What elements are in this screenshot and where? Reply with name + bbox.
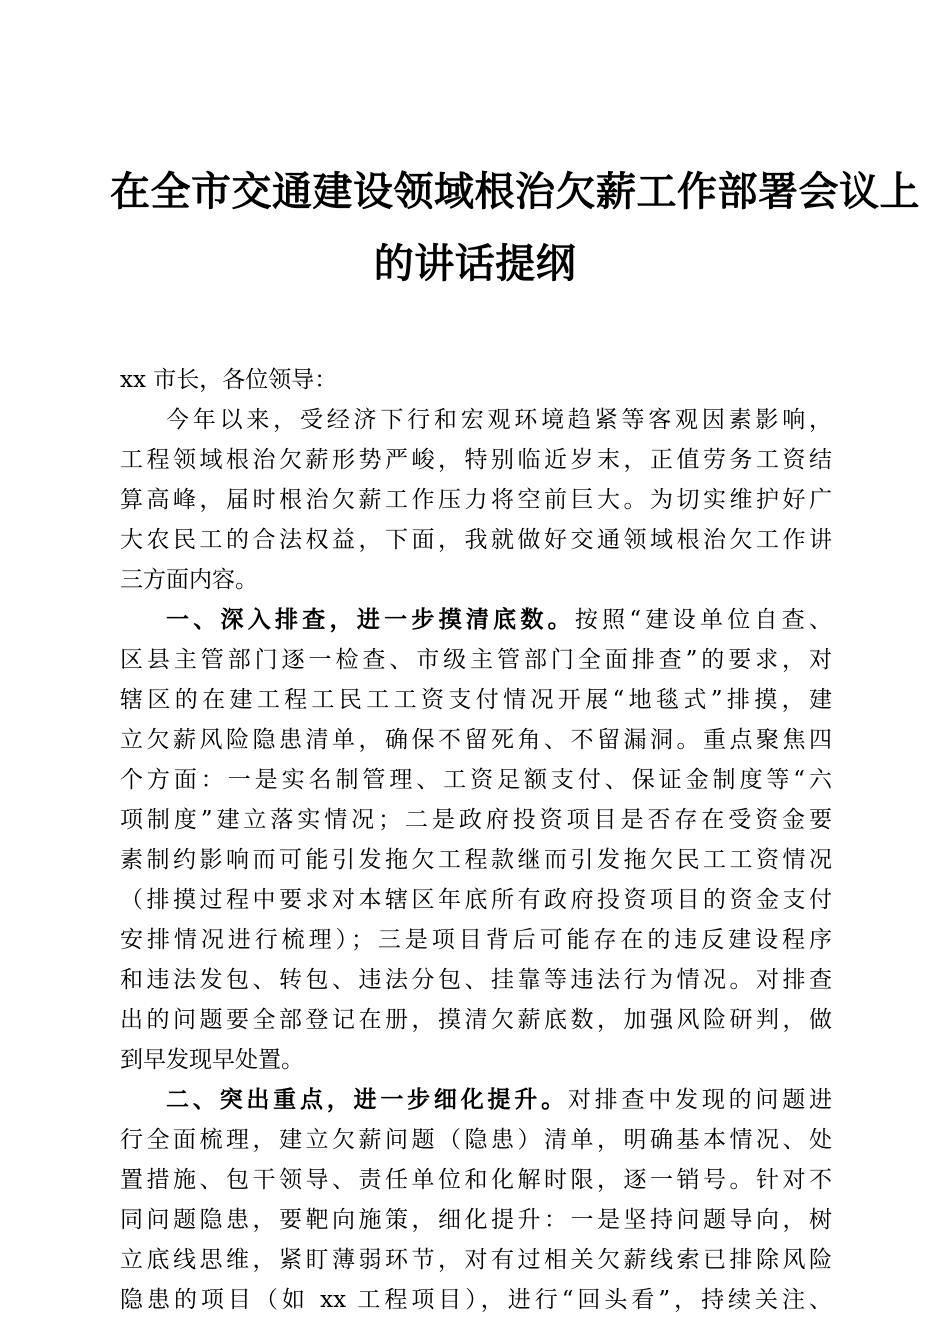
document-title-line-1: 在全市交通建设领域根治欠薪工作部署会议上 [110,168,920,215]
paragraph-intro [120,400,832,600]
section-1-heading: 一、深入排查，进一步摸清底数。 [166,606,575,633]
paragraph-line: 三方面内容。 [120,567,258,593]
paragraph-line: 置措施、包干领导、责任单位和化解时限，逐一销号。针对不 [120,1167,832,1193]
paragraph-line: 辖区的在建工程工民工工资支付情况开展“地毯式”排摸，建 [120,687,832,713]
section-1-first-line [120,600,832,640]
section-1 [120,600,832,1080]
paragraph-line: 隐患的项目（如 xx 工程项目），进行“回头看”，持续关注、 [120,1287,832,1313]
document-title-line-2: 的讲话提纲 [373,240,577,287]
paragraph-line: 出的问题要全部登记在册，摸清欠薪底数，加强风险研判，做 [120,1007,832,1033]
paragraph-line: 立底线思维，紧盯薄弱环节，对有过相关欠薪线索已排除风险 [120,1247,832,1273]
paragraph-line: 算高峰，届时根治欠薪工作压力将空前巨大。为切实维护好广 [120,487,832,513]
section-2 [120,1080,832,1320]
paragraph-line: 今年以来，受经济下行和宏观环境趋紧等客观因素影响， [166,407,832,433]
paragraph-line: 到早发现早处置。 [120,1047,304,1073]
paragraph-line: 素制约影响而可能引发拖欠工程款继而引发拖欠民工工资情况 [120,847,832,873]
paragraph-line: 个方面：一是实名制管理、工资足额支付、保证金制度等“六 [120,767,832,793]
paragraph-line: 安排情况进行梳理）；三是项目背后可能存在的违反建设程序 [120,927,832,953]
paragraph-line: 行全面梳理，建立欠薪问题（隐患）清单，明确基本情况、处 [120,1127,832,1153]
document-body [120,360,832,1320]
section-2-heading: 二、突出重点，进一步细化提升。 [166,1086,568,1113]
paragraph-line: 区县主管部门逐一检查、市级主管部门全面排查”的要求，对 [120,647,832,673]
paragraph-line: （排摸过程中要求对本辖区年底所有政府投资项目的资金支付 [120,887,832,913]
salutation: xx 市长，各位领导： [120,367,338,393]
paragraph-line: 同问题隐患，要靶向施策，细化提升：一是坚持问题导向，树 [120,1207,832,1233]
paragraph-line: 大农民工的合法权益，下面，我就做好交通领域根治欠工作讲 [120,527,832,553]
paragraph-line: 立欠薪风险隐患清单，确保不留死角、不留漏洞。重点聚焦四 [120,727,832,753]
section-2-first-line [120,1080,832,1120]
section-1-first-line-text: 按照“建设单位自查、 [574,607,833,633]
paragraph-line: 和违法发包、转包、违法分包、挂靠等违法行为情况。对排查 [120,967,832,993]
paragraph-line: 工程领域根治欠薪形势严峻，特别临近岁末，正值劳务工资结 [120,447,832,473]
paragraph-line: 项制度”建立落实情况；二是政府投资项目是否存在受资金要 [120,807,832,833]
section-2-first-line-text: 对排查中发现的问题进 [567,1087,833,1113]
